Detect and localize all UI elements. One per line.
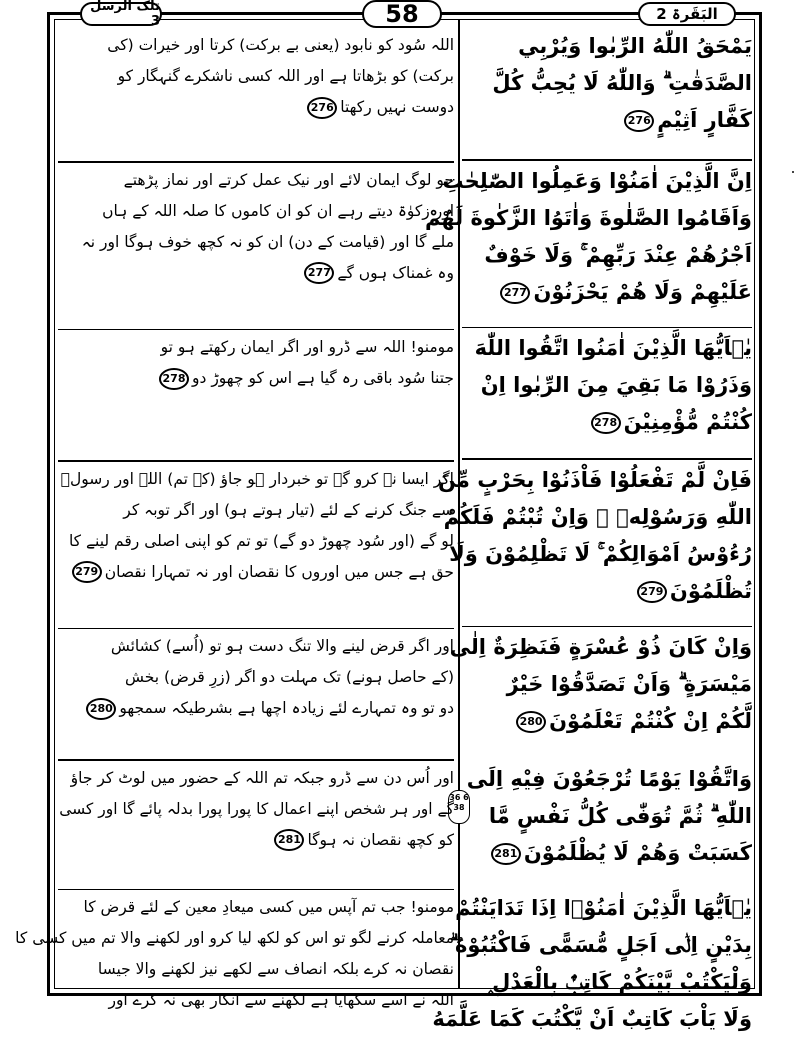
arabic-section <box>437 462 752 624</box>
urdu-line-text: دو تو وہ تمہارے لئے زیادہ اچھا ہے بشرطیکہ سمجھو <box>119 699 454 717</box>
ayah-number-badge: 277 <box>304 262 334 284</box>
arabic-line <box>462 666 752 703</box>
arabic-line <box>462 761 752 798</box>
urdu-section <box>58 464 454 626</box>
urdu-line-text: اور اُس دن سے ڈرو جبکہ تم اللہ کے حضور میں لوٹ کر جاؤ <box>70 768 454 787</box>
urdu-line-text: نقصان نہ کرے بلکہ انصاف سے لکھے نیز لکھنے والا جیسا <box>97 960 454 978</box>
arabic-line <box>462 703 752 740</box>
urdu-line <box>58 258 454 289</box>
arabic-line-text: وَاِنْ كَانَ ذُوْ عُسْرَةٍ فَنَظِرَةٌ اِلٰى <box>449 635 752 659</box>
ayah-number-badge: 276 <box>307 97 337 119</box>
urdu-line <box>58 631 454 662</box>
arabic-section <box>432 890 752 1040</box>
urdu-line-text: اور اگر قرض لینے والا تنگ دست ہو تو (اُسے) کشائش <box>110 637 454 655</box>
arabic-line <box>462 573 752 610</box>
urdu-line <box>58 165 454 196</box>
arabic-line <box>462 237 752 274</box>
arabic-line <box>449 629 752 666</box>
arabic-line-text: اللّٰهِ ۗ ثُمَّ تُوَفّٰى كُلُّ نَفْسٍ مَّا <box>488 803 752 828</box>
urdu-line <box>58 763 454 794</box>
ruku-marker: 36 6 38 <box>448 790 470 824</box>
arabic-line-text: وَاتَّقُوْا يَوْمًا تُرْجَعُوْنَ فِيْهِ اِلَى <box>466 766 752 791</box>
urdu-line-text: ملے گا اور (قیامت کے دن) ان کو نہ کچھ خوف ہوگا اور نہ <box>81 232 454 251</box>
arabic-line-text: كُنْتُمْ مُّؤْمِنِيْنَ <box>623 410 752 434</box>
urdu-line <box>58 363 454 394</box>
ayah-number-badge: 279 <box>72 561 102 583</box>
urdu-line-text: اللہ سُود کو نابود (یعنی بے برکت) کرتا اور خیرات (کی <box>107 36 454 54</box>
arabic-line <box>449 927 752 964</box>
arabic-line <box>443 499 752 536</box>
arabic-line <box>462 798 752 835</box>
urdu-line <box>58 825 454 856</box>
ayah-number-badge: 276 <box>624 110 654 132</box>
urdu-line-text: برکت) کو بڑھاتا ہے اور اللہ کسی ناشکرے گنہگار کو <box>117 67 454 85</box>
urdu-line-text: (کے حاصل ہونے) تک مہلت دو اگر (زرِ قرض) بخش <box>125 668 454 686</box>
arabic-line-text: عَلَيْهِمْ وَلَا هُمْ يَحْزَنُوْنَ <box>533 279 752 304</box>
urdu-section <box>58 165 454 327</box>
ayah-number-badge: 281 <box>274 829 304 851</box>
arabic-line <box>462 964 752 1001</box>
arabic-line-text: وَلَا يَاْبَ كَاتِبٌ اَنْ يَّكْتُبَ كَمَا عَلَّمَهُ <box>432 1007 752 1031</box>
section-divider <box>58 460 454 462</box>
ayah-number-badge: 277 <box>500 282 530 304</box>
section-divider <box>58 628 454 630</box>
arabic-line-text: وَذَرُوْا مَا بَقِيَ مِنَ الرِّبٰوا اِنْ <box>480 373 752 397</box>
urdu-line-text: مومنو! جب تم آپس میں کسی میعادِ معین کے لئے قرض کا <box>83 898 454 916</box>
arabic-line <box>462 330 752 367</box>
urdu-line <box>58 662 454 693</box>
arabic-line-text: مَيْسَرَةٍ ۗ وَاَنْ تَصَدَّقُوْا خَيْرٌ <box>506 672 752 696</box>
arabic-line <box>462 28 752 65</box>
urdu-translation-column <box>15 30 454 1042</box>
juz-label: تلک الرسل 3 <box>80 2 162 26</box>
urdu-line-text: سے جنگ کرنے کے لئے (تیار ہوتے ہو) اور اگر توبہ کر <box>123 500 454 519</box>
urdu-line <box>58 61 454 92</box>
arabic-section <box>462 330 752 456</box>
urdu-line-text: حق ہے جس میں اوروں کا نقصان اور نہ تمہارا نقصان <box>104 562 454 581</box>
arabic-line-text: تُظْلَمُوْنَ <box>669 578 752 603</box>
urdu-line <box>58 30 454 61</box>
ayah-number-badge: 278 <box>159 368 189 390</box>
urdu-line-text: معاملہ کرنے لگو تو اس کو لکھ لیا کرو اور لکھنے والا تم میں کسی کا <box>15 929 454 947</box>
margin-dot <box>792 171 794 173</box>
arabic-line-text: اَجْرُهُمْ عِنْدَ رَبِّهِمْ ۚ وَلَا خَوْفٌ <box>484 242 752 267</box>
arabic-line <box>432 1001 752 1038</box>
urdu-line <box>58 227 454 258</box>
section-divider <box>58 889 454 891</box>
urdu-section <box>58 332 454 458</box>
arabic-line-text: فَاِنْ لَّمْ تَفْعَلُوْا فَاْذَنُوْا بِحَرْبٍ مِّنَ <box>437 467 752 492</box>
section-divider <box>58 329 454 331</box>
urdu-line <box>58 196 454 227</box>
arabic-line-text: يٰۤاَيُّهَا الَّذِيْنَ اٰمَنُوْۤا اِذَا تَدَايَنْتُمْ <box>455 896 752 920</box>
arabic-line-text: يَمْحَقُ اللّٰهُ الرِّبٰوا وَيُرْبِي <box>518 34 752 58</box>
section-divider <box>58 161 454 163</box>
arabic-line <box>455 890 752 927</box>
ayah-number-badge: 280 <box>516 711 546 733</box>
urdu-line-text: جو لوگ ایمان لائے اور نیک عمل کرتے اور نماز پڑھتے <box>123 170 454 189</box>
ayah-number-badge: 279 <box>637 581 667 603</box>
arabic-line <box>462 835 752 872</box>
arabic-line-text: اللّٰهِ وَرَسُوْلِهٖ ۚ وَاِنْ تُبْتُمْ فَلَكُمْ <box>443 504 752 529</box>
urdu-line <box>58 332 454 363</box>
arabic-line <box>462 102 752 139</box>
arabic-line <box>449 536 752 573</box>
urdu-line-text: اگر ایسا نہ کرو گے تو خبردار ہو جاؤ (کہ تم) اللہ اور رسولؐ <box>60 469 454 488</box>
arabic-section <box>449 629 752 755</box>
page-number: 58 <box>362 0 442 28</box>
urdu-line-text: وہ غمناک ہوں گے <box>337 263 454 282</box>
arabic-section <box>424 163 752 325</box>
arabic-line <box>462 65 752 102</box>
arabic-line-text: كَسَبَتْ وَهُمْ لَا يُظْلَمُوْنَ <box>523 840 752 865</box>
urdu-line <box>58 892 454 923</box>
urdu-line <box>58 526 454 557</box>
arabic-line <box>442 163 752 200</box>
section-divider <box>58 759 454 761</box>
urdu-line <box>58 794 454 825</box>
arabic-line-text: رُءُوْسُ اَمْوَالِكُمْ ۚ لَا تَظْلِمُوْنَ وَلَا <box>449 541 752 566</box>
urdu-line <box>58 985 454 1016</box>
section-divider <box>462 327 752 329</box>
urdu-line-text: اللہ نے اسے سکھایا ہے لکھنے سے انکار بھی نہ کرے اور <box>108 991 454 1009</box>
arabic-line <box>437 462 752 499</box>
section-divider <box>462 159 752 161</box>
arabic-line-text: وَاَقَامُوا الصَّلٰوةَ وَاٰتَوُا الزَّكٰوةَ لَهُمْ <box>424 205 752 230</box>
arabic-line <box>462 274 752 311</box>
urdu-section <box>15 892 454 1042</box>
arabic-line-text: اِنَّ الَّذِيْنَ اٰمَنُوْا وَعَمِلُوا الصّٰلِحٰتِ <box>442 168 752 193</box>
urdu-line <box>58 954 454 985</box>
urdu-line-text: جتنا سُود باقی رہ گیا ہے اس کو چھوڑ دو <box>192 369 454 387</box>
ayah-number-badge: 280 <box>86 698 116 720</box>
urdu-section <box>58 30 454 159</box>
arabic-line-text: يٰۤاَيُّهَا الَّذِيْنَ اٰمَنُوا اتَّقُوا اللّٰهَ <box>474 336 752 360</box>
urdu-line <box>58 92 454 123</box>
arabic-line <box>424 200 752 237</box>
ayah-number-badge: 281 <box>491 843 521 865</box>
urdu-section <box>58 631 454 757</box>
urdu-line <box>15 923 454 954</box>
arabic-line <box>462 404 752 441</box>
arabic-line-text: الصَّدَقٰتِ ۗ وَاللّٰهُ لَا يُحِبُّ كُلَّ <box>492 71 752 95</box>
urdu-line-text: گے اور ہر شخص اپنے اعمال کا پورا پورا بدلہ پائے گا اور کسی <box>59 799 454 818</box>
ayah-number-badge: 278 <box>591 412 621 434</box>
arabic-line-text: بِدَيْنٍ اِلٰۤى اَجَلٍ مُّسَمًّى فَاكْتُبُوْهُ ۗ <box>449 933 752 957</box>
arabic-section <box>462 761 752 885</box>
urdu-line-text: اور زکوٰۃ دیتے رہے ان کو ان کاموں کا صلہ اللہ کے ہاں <box>102 201 454 220</box>
urdu-section <box>58 763 454 887</box>
section-divider <box>462 626 752 628</box>
arabic-line-text: كَفَّارٍ اَثِيْمٍ <box>657 108 752 132</box>
urdu-line-text: دوست نہیں رکھتا <box>340 98 454 116</box>
arabic-line-text: وَلْيَكْتُبْ بَّيْنَكُمْ كَاتِبٌۢ بِالْعَدْلِ ۪ <box>486 970 752 994</box>
urdu-line-text: لو گے (اور سُود چھوڑ دو گے) تو تم کو اپنی اصلی رقم لینے کا <box>68 531 454 550</box>
arabic-line <box>462 367 752 404</box>
section-divider <box>462 458 752 460</box>
arabic-line-text: لَّكُمْ اِنْ كُنْتُمْ تَعْلَمُوْنَ <box>549 709 752 733</box>
urdu-line-text: مومنو! اللہ سے ڈرو اور اگر ایمان رکھتے ہو تو <box>160 338 454 356</box>
surah-label: البَقَرۃ 2 <box>638 2 736 26</box>
urdu-line <box>58 464 454 495</box>
urdu-line <box>58 495 454 526</box>
arabic-section <box>462 28 752 157</box>
urdu-line <box>58 557 454 588</box>
urdu-line <box>58 693 454 724</box>
urdu-line-text: کو کچھ نقصان نہ ہوگا <box>307 830 454 849</box>
